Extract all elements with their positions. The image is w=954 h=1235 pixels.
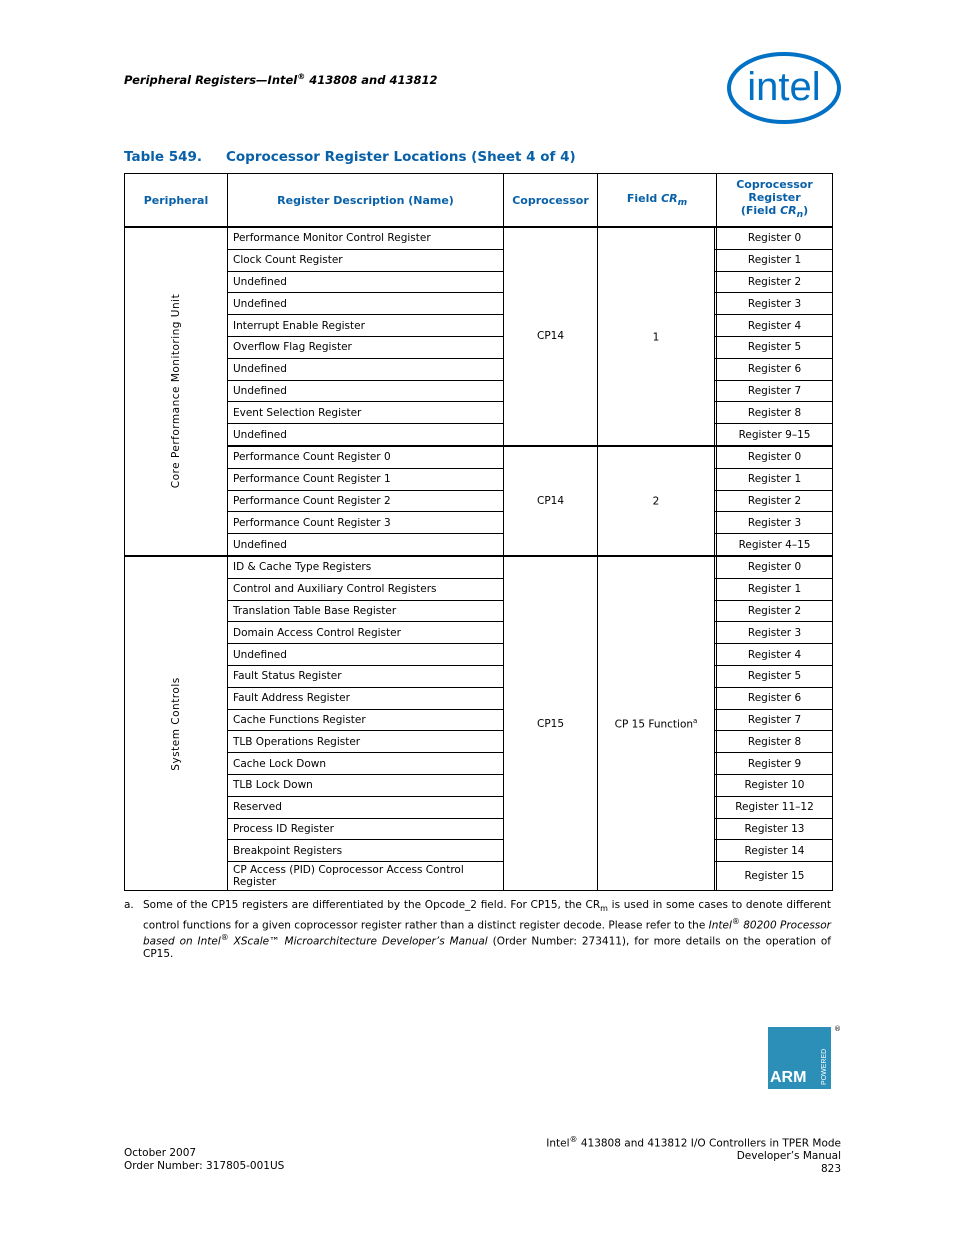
field-crm-footnote-mark: a: [693, 716, 698, 725]
field-prefix: Field: [626, 191, 662, 205]
register-description: Overflow Flag Register: [228, 336, 504, 358]
fn-t3-sup: ®: [731, 916, 740, 926]
register-description: Event Selection Register: [228, 402, 504, 424]
coprocessor-register-cell: Register 4–15: [717, 534, 833, 556]
fn-t4-sup: ®: [220, 932, 229, 942]
field-crm-value: 1: [652, 331, 660, 344]
table-header-row: [125, 174, 833, 228]
register-description: Reserved: [228, 796, 504, 818]
table-row: [125, 796, 833, 818]
table-row: [125, 424, 833, 446]
register-description: Performance Count Register 0: [228, 446, 504, 468]
register-description: TLB Lock Down: [228, 774, 504, 796]
footnote: [124, 899, 831, 960]
coprocessor-register-cell: Register 4: [717, 644, 833, 666]
table-row: [125, 271, 833, 293]
footer-title: [546, 1134, 841, 1150]
register-description: Undefined: [228, 271, 504, 293]
coprocessor-register-cell: Register 10: [717, 774, 833, 796]
coprocessor-register-cell: Register 2: [717, 490, 833, 512]
footer-r1-prefix: Intel: [546, 1137, 570, 1150]
cp-reg-sub: n: [796, 209, 804, 221]
table-row: [125, 774, 833, 796]
register-description: Undefined: [228, 534, 504, 556]
coprocessor-register-cell: Register 2: [717, 271, 833, 293]
field-crm-cell: [598, 446, 715, 556]
fn-t2: is used in some cases to denote different control functions for a given coprocessor register rather than a distinct register decode. Please refer to the: [143, 899, 831, 932]
table-row: [125, 731, 833, 753]
register-description: Undefined: [228, 293, 504, 315]
field-crm-cell: [598, 227, 715, 446]
table-caption: [124, 149, 576, 165]
table-row: [125, 380, 833, 402]
arm-powered: POWERED: [821, 1048, 828, 1085]
table-row: [125, 315, 833, 337]
register-description: Performance Monitor Control Register: [228, 227, 504, 249]
coprocessor-register-cell: Register 3: [717, 622, 833, 644]
register-description: Undefined: [228, 380, 504, 402]
coprocessor-register-cell: Register 5: [717, 665, 833, 687]
coprocessor-register-cell: Register 0: [717, 556, 833, 578]
register-description: Interrupt Enable Register: [228, 315, 504, 337]
table-row: [125, 644, 833, 666]
register-description: Translation Table Base Register: [228, 600, 504, 622]
footer-manual: Developer’s Manual: [736, 1150, 841, 1162]
footer-date: October 2007: [124, 1147, 197, 1159]
coprocessor-register-cell: Register 6: [717, 358, 833, 380]
header-suffix: 413808 and 413812: [305, 72, 438, 87]
table-row: [125, 534, 833, 556]
intel-logo: [726, 50, 842, 126]
coprocessor-register-cell: Register 13: [717, 818, 833, 840]
cp-reg-line1: Coprocessor: [736, 178, 813, 192]
coprocessor-register-cell: Register 3: [717, 512, 833, 534]
field-sub: m: [677, 197, 688, 209]
register-description: Domain Access Control Register: [228, 622, 504, 644]
coprocessor-register-cell: Register 4: [717, 315, 833, 337]
arm-powered-logo: [768, 1025, 841, 1089]
peripheral-cell: [125, 556, 228, 891]
table-row: [125, 468, 833, 490]
register-description: Clock Count Register: [228, 249, 504, 271]
register-description: Performance Count Register 2: [228, 490, 504, 512]
table-row: [125, 753, 833, 775]
coprocessor-register-cell: Register 0: [717, 227, 833, 249]
register-description: Undefined: [228, 424, 504, 446]
field-crm-cell: [598, 556, 715, 891]
table-row: [125, 840, 833, 862]
coprocessor-register-cell: Register 5: [717, 336, 833, 358]
field-crm-value: 2: [652, 495, 660, 508]
col-header-cp-register: [717, 174, 833, 228]
table-row: [125, 578, 833, 600]
cp-reg-open: (Field: [740, 204, 781, 218]
header-prefix: Peripheral Registers—Intel: [124, 72, 298, 87]
footer-r1-sup: ®: [569, 1135, 578, 1144]
coprocessor-register-cell: Register 6: [717, 687, 833, 709]
table-row: [125, 600, 833, 622]
register-description: Control and Auxiliary Control Registers: [228, 578, 504, 600]
footer-page-number: 823: [820, 1162, 841, 1175]
register-description: Fault Status Register: [228, 665, 504, 687]
register-description: TLB Operations Register: [228, 731, 504, 753]
footnote-text: [143, 899, 831, 960]
footer-order: Order Number: 317805-001US: [124, 1159, 285, 1172]
cp-reg-cr: CR: [780, 204, 797, 218]
coprocessor-register-cell: Register 1: [717, 249, 833, 271]
register-description: ID & Cache Type Registers: [228, 556, 504, 578]
coprocessor-cell: CP14: [504, 227, 598, 446]
table-row: [125, 818, 833, 840]
coprocessor-register-cell: Register 9: [717, 753, 833, 775]
table-row: [125, 446, 833, 468]
coprocessor-register-cell: Register 1: [717, 578, 833, 600]
register-description: CP Access (PID) Coprocessor Access Control Register: [228, 862, 504, 891]
header-reg: ®: [297, 72, 306, 81]
coprocessor-register-cell: Register 2: [717, 600, 833, 622]
coprocessor-register-cell: Register 1: [717, 468, 833, 490]
footer-right: [546, 1134, 841, 1175]
register-description: Undefined: [228, 358, 504, 380]
col-header-peripheral: Peripheral: [125, 174, 228, 228]
register-description: Performance Count Register 1: [228, 468, 504, 490]
fn-t6: (Order Number: 273411), for more details on the operation of CP15.: [143, 935, 832, 960]
table-row: [125, 402, 833, 424]
fn-t4: 80200 Processor based on Intel: [143, 919, 831, 948]
table-row: [125, 556, 833, 578]
table-row: [125, 862, 833, 891]
table-row: [125, 336, 833, 358]
table-row: [125, 687, 833, 709]
table-row: [125, 490, 833, 512]
coprocessor-cell: CP14: [504, 446, 598, 556]
cp-reg-close: ): [803, 204, 809, 218]
table-number: Table 549.: [124, 149, 203, 165]
register-description: Cache Lock Down: [228, 753, 504, 775]
footnote-label: a.: [124, 899, 134, 911]
arm-reg-mark: ®: [834, 1025, 841, 1033]
col-header-coprocessor: Coprocessor: [504, 174, 598, 228]
register-description: Process ID Register: [228, 818, 504, 840]
col-header-description: Register Description (Name): [228, 174, 504, 228]
coprocessor-register-cell: Register 8: [717, 402, 833, 424]
coprocessor-register-cell: Register 3: [717, 293, 833, 315]
running-header: [124, 72, 437, 87]
field-crm-value: CP 15 Function: [614, 718, 694, 731]
coprocessor-register-cell: Register 7: [717, 380, 833, 402]
register-description: Cache Functions Register: [228, 709, 504, 731]
table-row: [125, 709, 833, 731]
register-description: Performance Count Register 3: [228, 512, 504, 534]
table-row: [125, 512, 833, 534]
table-title: Coprocessor Register Locations (Sheet 4 of 4): [226, 149, 576, 165]
col-header-field-crm: [598, 174, 717, 228]
table-row: [125, 622, 833, 644]
table-row: [125, 358, 833, 380]
peripheral-cell: [125, 227, 228, 556]
table-row: [125, 665, 833, 687]
fn-t1-sub: m: [600, 904, 608, 914]
coprocessor-register-cell: Register 15: [717, 862, 833, 891]
field-cr: CR: [661, 191, 678, 205]
coprocessor-register-cell: Register 8: [717, 731, 833, 753]
footer-left: [124, 1147, 284, 1172]
table-body: [125, 227, 833, 891]
fn-t1: Some of the CP15 registers are differentiated by the Opcode_2 field. For CP15, the CR: [143, 899, 601, 911]
peripheral-label: System Controls: [170, 676, 182, 771]
coprocessor-register-cell: Register 14: [717, 840, 833, 862]
table-row: [125, 249, 833, 271]
fn-t3: Intel: [708, 919, 732, 932]
register-description: Undefined: [228, 644, 504, 666]
coprocessor-register-cell: Register 0: [717, 446, 833, 468]
coprocessor-cell: CP15: [504, 556, 598, 891]
table-row: [125, 293, 833, 315]
peripheral-label: Core Performance Monitoring Unit: [170, 294, 182, 489]
arm-word: ARM: [770, 1069, 807, 1086]
coprocessor-register-cell: Register 7: [717, 709, 833, 731]
cp-reg-line2: Register: [748, 191, 801, 205]
table-row: [125, 227, 833, 249]
fn-t5: XScale™ Microarchitecture Developer’s Manual: [228, 935, 488, 948]
intel-logo-text: intel: [747, 65, 821, 109]
coprocessor-register-cell: Register 9–15: [717, 424, 833, 446]
coprocessor-register-table: [124, 173, 833, 891]
register-description: Fault Address Register: [228, 687, 504, 709]
register-description: Breakpoint Registers: [228, 840, 504, 862]
footer-r1-suffix: 413808 and 413812 I/O Controllers in TPER Mode: [577, 1137, 841, 1150]
coprocessor-register-cell: Register 11–12: [717, 796, 833, 818]
